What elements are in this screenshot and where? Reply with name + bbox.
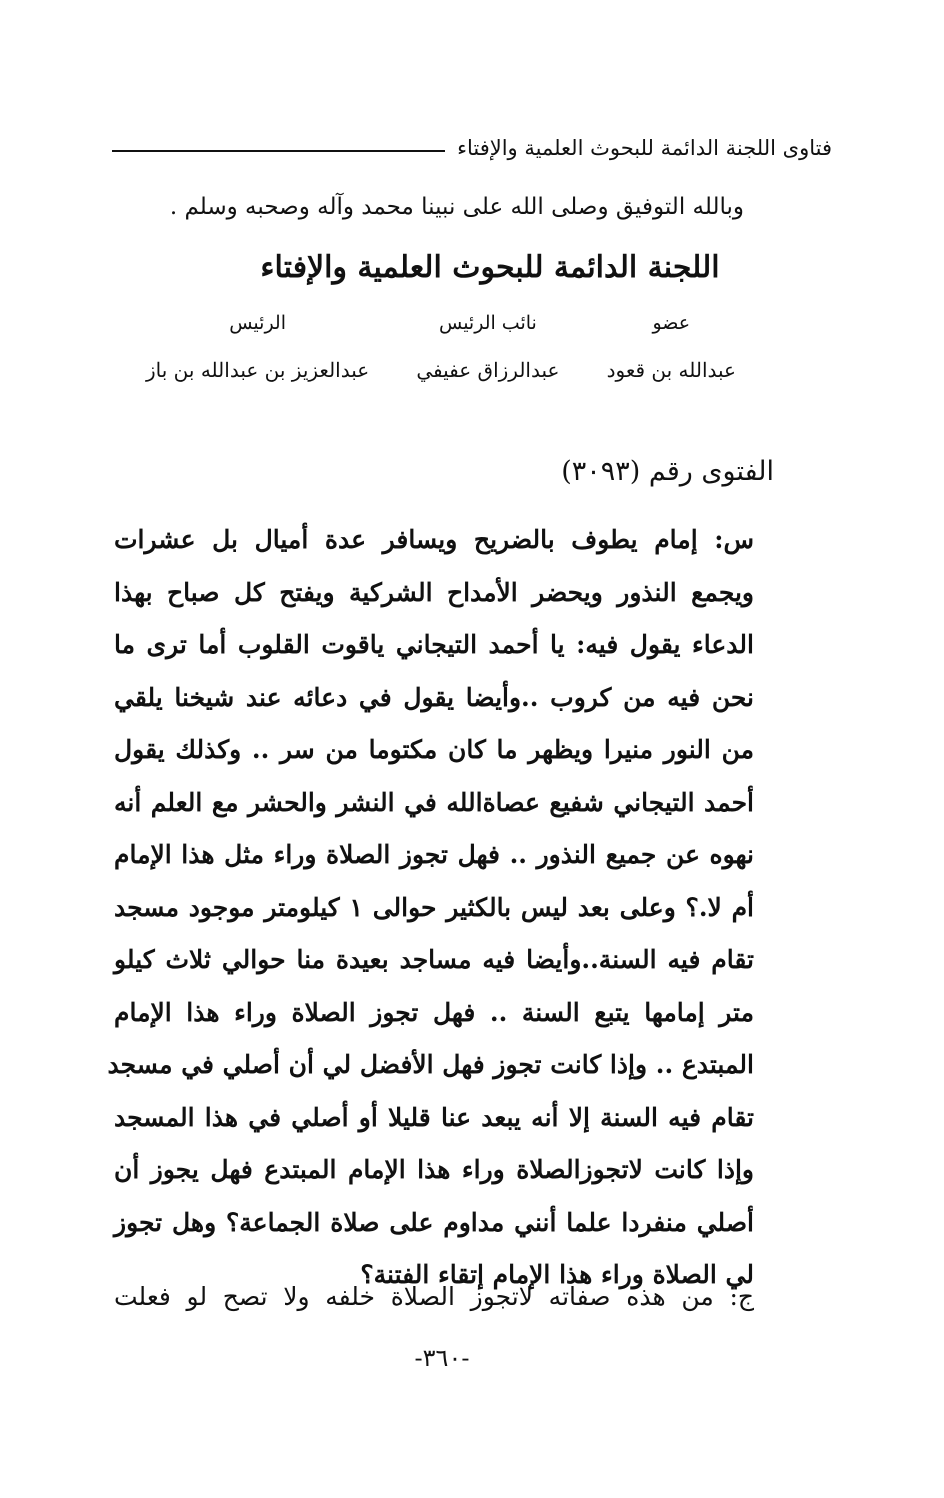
question-line: ويجمع النذور ويحضر الأمداح الشركية ويفتح كل صباح بهذا: [114, 577, 754, 607]
question-line: وإذا كانت لاتجوزالصلاة وراء هذا الإمام المبتدع فهل يجوز أن: [114, 1155, 754, 1184]
signatory-member: [607, 312, 736, 382]
question-line: نحن فيه من كروب ..وأيضا يقول في دعائه عند شيخنا يلقي: [114, 682, 754, 712]
page-number: -٣٦٠-: [414, 1344, 470, 1372]
question-line: الدعاء يقول فيه: يا أحمد التيجاني ياقوت القلوب أما ترى ما: [114, 630, 754, 659]
question-line: نهوه عن جميع النذور .. فهل تجوز الصلاة وراء مثل هذا الإمام: [114, 840, 754, 869]
closing-line: وبالله التوفيق وصلى الله على نبينا محمد وآله وصحبه وسلم .: [169, 194, 744, 220]
question-line: لي الصلاة وراء هذا الإمام إتقاء الفتنة؟: [360, 1260, 754, 1289]
signatory-role: نائب الرئيس: [438, 312, 537, 334]
signatory-name: عبدالله بن قعود: [606, 358, 736, 382]
question-paragraph: [107, 514, 754, 1302]
running-header: [112, 128, 832, 168]
question-line: تقام فيه السنة إلا أنه يبعد عنا قليلا أو أصلي في هذا المسجد: [114, 1102, 754, 1132]
question-line: س: إمام يطوف بالضريح ويسافر عدة أميال بل عشرات: [114, 525, 754, 554]
header-rule: [112, 150, 445, 152]
signatory-chairman: [146, 312, 369, 382]
question-line: متر إمامها يتبع السنة .. فهل تجوز الصلاة وراء هذا الإمام: [114, 997, 754, 1027]
signatory-name: عبدالرزاق عفيفي: [416, 358, 560, 382]
signatory-vice-chairman: [416, 312, 559, 382]
question-line: أصلي منفردا علما أنني مداوم على صلاة الجماعة؟ وهل تجوز: [114, 1207, 754, 1237]
question-line: أحمد التيجاني شفيع عصاةالله في النشر والحشر مع العلم أنه: [114, 787, 754, 817]
answer-line: ج: من هذه صفاته لاتجوز الصلاة خلفه ولا تصح لو فعلت: [114, 1282, 754, 1311]
question-line: تقام فيه السنة..وأيضا فيه مساجد بعيدة منا حوالي ثلاث كيلو: [114, 945, 754, 974]
committee-title: اللجنة الدائمة للبحوث العلمية والإفتاء: [260, 250, 720, 285]
signatory-name: عبدالعزيز بن عبدالله بن باز: [146, 358, 370, 382]
question-line: أم لا.؟ وعلى بعد ليس بالكثير حوالى ١ كيلومتر موجود مسجد: [114, 892, 754, 922]
signatories: [146, 312, 736, 382]
question-line: المبتدع .. وإذا كانت تجوز فهل الأفضل لي أن أصلي في مسجد: [107, 1050, 754, 1079]
running-title: فتاوى اللجنة الدائمة للبحوث العلمية والإفتاء: [457, 136, 832, 160]
signatory-role: الرئيس: [229, 312, 286, 334]
question-line: من النور منيرا ويظهر ما كان مكتوما من سر .. وكذلك يقول: [114, 735, 754, 764]
fatwa-number: الفتوى رقم (٣٠٩٣): [561, 456, 774, 487]
signatory-role: عضو: [652, 312, 691, 334]
